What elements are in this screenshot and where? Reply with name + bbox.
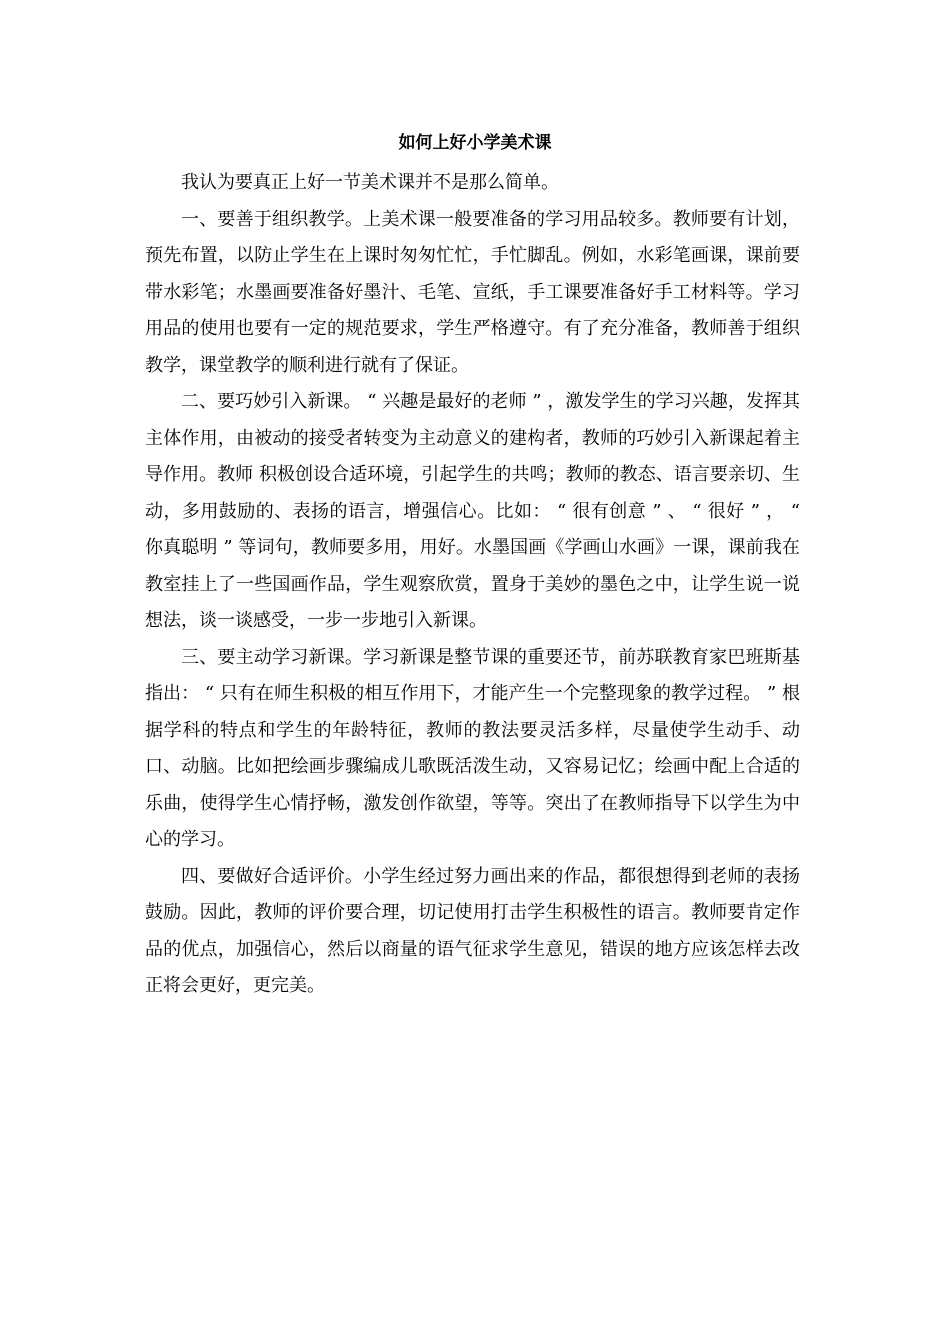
paragraph-intro: 我认为要真正上好一节美术课并不是那么简单。 bbox=[181, 172, 559, 193]
paragraph-introduce-lesson: 二、要巧妙引入新课。 “ 兴趣是最好的老师 ” ，激发学生的学习兴趣，发挥其主体作用，由被动的接受者转变为主动意义的建构者，教师的巧妙引入新课起着主导作用。教师 积极创设合适环境，引起学生的共鸣；教师的教态、语言要亲切、生动，多用鼓励的、表扬的语言，增强信心。比如： “ 很有创意 ” 、 “ 很好 ” ， “ 你真聪明 ” 等词句，教师要多用，用好。水墨国画《学画山水画》一课，课前我在教室挂上了一些国画作品，学生观察欣赏，置身于美妙的墨色之中，让学生说一说想法，谈一谈感受，一步一步地引入新课。 bbox=[145, 391, 800, 631]
paragraph-organize-teaching: 一、要善于组织教学。上美术课一般要准备的学习用品较多。教师要有计划，预先布置，以防止学生在上课时匆匆忙忙，手忙脚乱。例如，水彩笔画课，课前要带水彩笔；水墨画要准备好墨汁、毛笔、宣纸，手工课要准备好手工材料等。学习用品的使用也要有一定的规范要求，学生严格遵守。有了充分准备，教师善于组织教学，课堂教学的顺利进行就有了保证。 bbox=[145, 208, 800, 376]
paragraph-learn-lesson: 三、要主动学习新课。学习新课是整节课的重要还节，前苏联教育家巴班斯基指出： “ 只有在师生积极的相互作用下，才能产生一个完整现象的教学过程。 ” 根据学科的特点和学生的年龄特征，教师的教法要灵活多样，尽量使学生动手、动口、动脑。比如把绘画步骤编成儿歌既活泼生动，又容易记忆；绘画中配上合适的乐曲，使得学生心情抒畅，激发创作欲望，等等。突出了在教师指导下以学生为中心的学习。 bbox=[145, 646, 800, 850]
document-title: 如何上好小学美术课 bbox=[398, 133, 552, 153]
paragraph-evaluation: 四、要做好合适评价。小学生经过努力画出来的作品，都很想得到老师的表扬鼓励。因此，教师的评价要合理，切记使用打击学生积极性的语言。教师要肯定作品的优点，加强信心，然后以商量的语气征求学生意见，错误的地方应该怎样去改正将会更好，更完美。 bbox=[145, 865, 800, 996]
document-body bbox=[145, 165, 800, 1005]
